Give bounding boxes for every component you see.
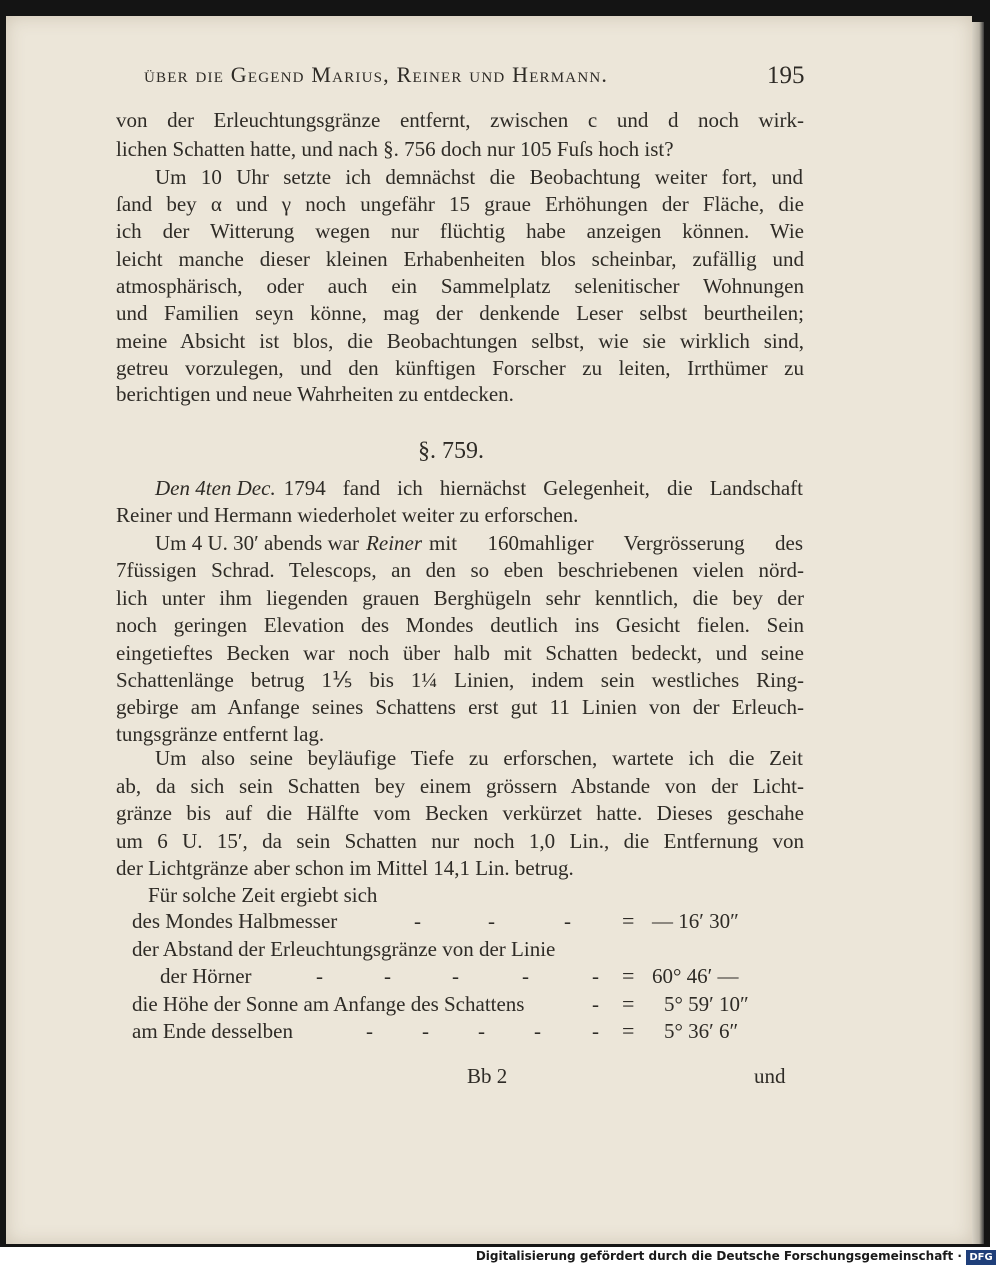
observed-crater-italic: Reiner [366,531,423,555]
text-line: lich unter ihm liegenden grauen Berghügeln sehr kenntlich, die bey der [116,586,804,610]
text-fragment: mit 160mahliger Vergrösserung des [429,531,803,555]
table-row-value: — 16′ 30″ [652,909,739,933]
running-title: über die Gegend Marius, Reiner und Hermann. [144,62,609,87]
text-line: Um also seine beyläufige Tiefe zu erforschen, wartete ich die Zeit [155,746,803,770]
text-line: um 6 U. 15′, da sein Schatten nur noch 1,0 Lin., die Entfernung von [116,829,804,853]
text-line: eingetieftes Becken war noch über halb mit Schatten bedeckt, und seine [116,641,804,665]
text-line: lichen Schatten hatte, und nach §. 756 doch nur 105 Fuſs hoch ist? [116,137,674,161]
leader-dash: - [564,909,571,933]
text-line: Schattenlänge betrug 1⅕ bis 1¼ Linien, indem sein westliches Ring- [116,668,804,692]
equals-sign: = [622,1018,635,1043]
table-intro: Für solche Zeit ergiebt sich [148,883,378,907]
dfg-logo: DFG [966,1250,996,1265]
table-row-value: 5° 59′ 10″ [664,992,749,1016]
table-row-label: des Mondes Halbmesser [132,909,338,933]
leader-dash: - [384,964,391,988]
table-row-label: der Hörner [160,964,252,988]
text-line: meine Absicht ist blos, die Beobachtungen selbst, wie sie wirklich sind, [116,329,804,353]
text-line: und Familien seyn könne, mag der denkende Leser selbst beurtheilen; [116,301,804,325]
leader-dash: - [422,1019,429,1043]
text-line: noch geringen Elevation des Mondes deutlich ins Gesicht fielen. Sein [116,613,804,637]
leader-dash: - [478,1019,485,1043]
leader-dash: - [592,964,599,988]
leader-dash: - [414,909,421,933]
table-row-label: am Ende desselben [132,1019,293,1043]
page-edge [972,22,984,1244]
text-line [155,475,803,502]
text-line: atmosphärisch, oder auch ein Sammelplatz selenitischer Wohnungen [116,274,804,298]
page-number: 195 [767,62,805,89]
signature-mark: Bb 2 [467,1064,508,1088]
leader-dash: - [592,992,599,1016]
table-row-value: 5° 36′ 6″ [664,1019,739,1043]
text-line: ich der Witterung wegen nur flüchtig habe anzeigen können. Wie [116,219,804,243]
table-row-label: die Höhe der Sonne am Anfange des Schattens [132,992,525,1016]
leader-dash: - [366,1019,373,1043]
text-line: 7füssigen Schrad. Telescops, an den so eben beschriebenen vielen nörd- [116,558,804,582]
text-line: gränze bis auf die Hälfte vom Becken verkürzet hatte. Dieses geschahe [116,801,804,825]
text-line: leicht manche dieser kleinen Erhabenheiten blos scheinbar, zufällig und [116,247,804,271]
table-row-value: 60° 46′ — [652,964,739,988]
equals-sign: = [622,991,635,1016]
text-line: ab, da sich sein Schatten bey einem grössern Abstande von der Licht- [116,774,804,798]
equals-sign: = [622,908,635,933]
equals-sign: = [622,963,635,988]
leader-dash: - [592,1019,599,1043]
text-line: Reiner und Hermann wiederholet weiter zu erforschen. [116,503,579,527]
table-row-label: der Abstand der Erleuchtungsgränze von der Linie [132,937,556,961]
catchword: und [754,1064,786,1088]
text-line: tungsgränze entfernt lag. [116,722,325,746]
text-fragment: Um 4 U. 30′ abends war [155,531,360,555]
text-fragment: 1794 fand ich hiernächst Gelegenheit, die Landschaft [283,476,803,500]
text-line: von der Erleuchtungsgränze entfernt, zwischen c und d noch wirk- [116,108,804,132]
text-line: berichtigen und neue Wahrheiten zu entdecken. [116,382,514,406]
digitization-note: Digitalisierung gefördert durch die Deutsche Forschungsgemeinschaft · [475,1249,962,1263]
leader-dash: - [452,964,459,988]
text-line: getreu vorzulegen, und den künftigen Forscher zu leiten, Irrthümer zu [116,356,804,380]
text-line: Um 10 Uhr setzte ich demnächst die Beobachtung weiter fort, und [155,165,803,189]
text-line: ſand bey α und γ noch ungefähr 15 graue Erhöhungen der Fläche, die [116,192,804,216]
text-line: gebirge am Anfange seines Schattens erst gut 11 Linien von der Erleuch- [116,695,804,719]
leader-dash: - [534,1019,541,1043]
leader-dash: - [316,964,323,988]
text-line [155,530,803,557]
date-italic: Den 4ten Dec. [155,476,276,500]
section-heading: §. 759. [418,438,484,464]
leader-dash: - [522,964,529,988]
text-line: der Lichtgränze aber schon im Mittel 14,1 Lin. betrug. [116,856,574,880]
leader-dash: - [488,909,495,933]
